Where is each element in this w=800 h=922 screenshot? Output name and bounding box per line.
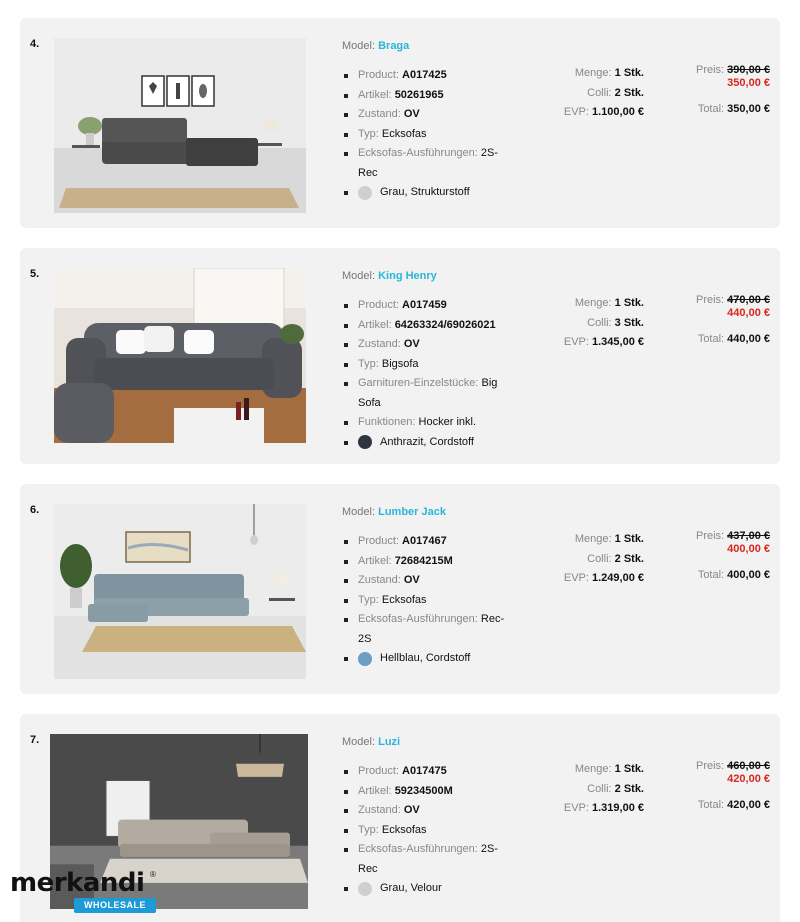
total-value: 350,00 € bbox=[727, 103, 770, 115]
menge-value: 1 Stk. bbox=[614, 533, 644, 545]
price-block bbox=[696, 760, 770, 812]
artikel-label: Artikel: bbox=[358, 88, 392, 101]
artikel-label: Artikel: bbox=[358, 318, 392, 331]
new-price: 420,00 € bbox=[727, 773, 770, 785]
detail-zustand bbox=[344, 801, 514, 821]
total-label: Total: bbox=[697, 569, 725, 581]
artikel-value: 59234500M bbox=[394, 784, 453, 797]
detail-product bbox=[344, 532, 514, 552]
product-label: Product: bbox=[358, 765, 399, 777]
quantity-block bbox=[564, 294, 644, 353]
garnituren-value: Big bbox=[481, 377, 498, 389]
colli-label: Colli: bbox=[587, 86, 612, 99]
total-value: 400,00 € bbox=[727, 569, 770, 581]
evp-label: EVP: bbox=[563, 106, 589, 118]
item-number: 6. bbox=[30, 504, 40, 516]
logo-wholesale-tag: WHOLESALE bbox=[74, 898, 156, 913]
ausfuehrung-value: 2S- bbox=[480, 843, 499, 855]
evp-value: 1.100,00 € bbox=[592, 106, 644, 118]
funktionen-label: Funktionen: bbox=[358, 416, 416, 428]
menge-label: Menge: bbox=[574, 763, 612, 775]
colli-label: Colli: bbox=[587, 552, 612, 565]
model-label: Model: bbox=[342, 736, 376, 748]
preis-label: Preis: bbox=[695, 760, 725, 772]
color-value: Anthrazit, Cordstoff bbox=[380, 435, 474, 448]
detail-color bbox=[344, 433, 524, 453]
ausfuehrung-label: Ecksofas-Ausführungen: bbox=[358, 613, 478, 625]
zustand-label: Zustand: bbox=[358, 804, 401, 816]
detail-ausfuehrung bbox=[344, 144, 514, 183]
evp-label: EVP: bbox=[563, 572, 589, 584]
ausfuehrung-value: Rec- bbox=[480, 613, 505, 625]
zustand-label: Zustand: bbox=[358, 108, 401, 120]
model-label: Model: bbox=[342, 270, 376, 282]
zustand-value: OV bbox=[403, 338, 420, 350]
old-price: 470,00 € bbox=[727, 294, 770, 306]
new-price: 400,00 € bbox=[727, 543, 770, 555]
model-name[interactable]: Luzi bbox=[378, 736, 401, 748]
evp-label: EVP: bbox=[563, 802, 589, 814]
preis-label: Preis: bbox=[695, 64, 725, 76]
colli-value: 2 Stk. bbox=[614, 552, 644, 565]
garnituren-label: Garnituren-Einzelstücke: bbox=[358, 377, 479, 389]
price-block bbox=[696, 64, 770, 116]
color-swatch bbox=[358, 435, 372, 449]
old-price: 460,00 € bbox=[727, 760, 770, 772]
detail-ausfuehrung bbox=[344, 840, 514, 879]
menge-value: 1 Stk. bbox=[614, 297, 644, 309]
evp-value: 1.319,00 € bbox=[592, 802, 644, 814]
artikel-label: Artikel: bbox=[358, 554, 392, 567]
typ-value: Bigsofa bbox=[381, 357, 419, 370]
ausfuehrung-label: Ecksofas-Ausführungen: bbox=[358, 843, 478, 855]
item-number: 4. bbox=[30, 38, 40, 50]
zustand-value: OV bbox=[403, 804, 420, 816]
color-value: Grau, Velour bbox=[380, 882, 442, 894]
ausfuehrung-value: 2S- bbox=[480, 147, 499, 159]
ausfuehrung-label: Ecksofas-Ausführungen: bbox=[358, 147, 478, 159]
total-label: Total: bbox=[697, 103, 725, 115]
menge-label: Menge: bbox=[574, 533, 612, 545]
product-value: A017475 bbox=[402, 765, 447, 777]
artikel-value: 50261965 bbox=[394, 88, 444, 101]
color-swatch bbox=[358, 186, 372, 200]
detail-list bbox=[344, 762, 514, 899]
artikel-value: 64263324/69026021 bbox=[394, 318, 496, 331]
total-value: 440,00 € bbox=[727, 333, 770, 345]
ausfuehrung-value-cont: 2S bbox=[358, 632, 372, 645]
typ-label: Typ: bbox=[358, 593, 379, 606]
typ-label: Typ: bbox=[358, 127, 379, 140]
product-card bbox=[20, 248, 780, 464]
evp-value: 1.249,00 € bbox=[592, 572, 644, 584]
menge-label: Menge: bbox=[574, 297, 612, 309]
detail-color bbox=[344, 649, 514, 669]
detail-zustand bbox=[344, 571, 514, 591]
model-name[interactable]: Lumber Jack bbox=[378, 506, 446, 518]
product-value: A017459 bbox=[402, 299, 447, 311]
merkandi-logo bbox=[10, 866, 160, 916]
detail-color bbox=[344, 183, 514, 203]
product-photo[interactable] bbox=[54, 504, 306, 679]
colli-value: 2 Stk. bbox=[614, 86, 644, 99]
detail-typ bbox=[344, 591, 514, 611]
detail-typ bbox=[344, 125, 514, 145]
color-value: Grau, Strukturstoff bbox=[380, 186, 470, 198]
model-line bbox=[342, 506, 446, 518]
logo-registered-mark: ® bbox=[150, 870, 156, 879]
detail-zustand bbox=[344, 105, 514, 125]
total-value: 420,00 € bbox=[727, 799, 770, 811]
garnituren-value-cont: Sofa bbox=[358, 396, 381, 409]
product-photo[interactable] bbox=[54, 268, 306, 443]
detail-artikel bbox=[344, 316, 524, 336]
model-line bbox=[342, 40, 409, 52]
artikel-value: 72684215M bbox=[394, 554, 453, 567]
new-price: 440,00 € bbox=[727, 307, 770, 319]
typ-value: Ecksofas bbox=[381, 127, 427, 140]
detail-funktionen bbox=[344, 413, 524, 433]
logo-wordmark: merkandi bbox=[10, 868, 145, 898]
detail-product bbox=[344, 762, 514, 782]
old-price: 437,00 € bbox=[727, 530, 770, 542]
product-label: Product: bbox=[358, 535, 399, 547]
product-value: A017425 bbox=[402, 69, 447, 81]
price-block bbox=[696, 294, 770, 346]
detail-color bbox=[344, 879, 514, 899]
quantity-block bbox=[564, 64, 644, 123]
detail-ausfuehrung bbox=[344, 610, 514, 649]
detail-product bbox=[344, 66, 514, 86]
model-name[interactable]: Braga bbox=[378, 40, 410, 52]
product-value: A017467 bbox=[402, 535, 447, 547]
menge-value: 1 Stk. bbox=[614, 67, 644, 79]
quantity-block bbox=[564, 760, 644, 819]
typ-value: Ecksofas bbox=[381, 823, 427, 836]
zustand-label: Zustand: bbox=[358, 574, 401, 586]
color-value: Hellblau, Cordstoff bbox=[380, 652, 471, 664]
evp-value: 1.345,00 € bbox=[592, 336, 644, 348]
detail-artikel bbox=[344, 782, 514, 802]
detail-product bbox=[344, 296, 524, 316]
new-price: 350,00 € bbox=[727, 77, 770, 89]
zustand-value: OV bbox=[403, 108, 420, 120]
ausfuehrung-value-cont: Rec bbox=[358, 166, 378, 179]
model-name[interactable]: King Henry bbox=[378, 270, 437, 282]
quantity-block bbox=[564, 530, 644, 589]
color-swatch bbox=[358, 652, 372, 666]
colli-value: 2 Stk. bbox=[614, 782, 644, 795]
detail-list bbox=[344, 296, 524, 452]
model-line bbox=[342, 736, 400, 748]
product-card bbox=[20, 484, 780, 694]
detail-list bbox=[344, 532, 514, 669]
detail-list bbox=[344, 66, 514, 203]
zustand-label: Zustand: bbox=[358, 338, 401, 350]
detail-typ bbox=[344, 355, 524, 375]
preis-label: Preis: bbox=[695, 294, 725, 306]
detail-garnituren bbox=[344, 374, 524, 413]
funktionen-value: Hocker inkl. bbox=[418, 416, 477, 428]
artikel-label: Artikel: bbox=[358, 784, 392, 797]
color-swatch bbox=[358, 882, 372, 896]
model-label: Model: bbox=[342, 506, 376, 518]
product-label: Product: bbox=[358, 69, 399, 81]
ausfuehrung-value-cont: Rec bbox=[358, 862, 378, 875]
detail-artikel bbox=[344, 552, 514, 572]
model-label: Model: bbox=[342, 40, 376, 52]
preis-label: Preis: bbox=[695, 530, 725, 542]
evp-label: EVP: bbox=[563, 336, 589, 348]
zustand-value: OV bbox=[403, 574, 420, 586]
item-number: 5. bbox=[30, 268, 40, 280]
detail-artikel bbox=[344, 86, 514, 106]
model-line bbox=[342, 270, 437, 282]
colli-label: Colli: bbox=[587, 782, 612, 795]
typ-value: Ecksofas bbox=[381, 593, 427, 606]
menge-label: Menge: bbox=[574, 67, 612, 79]
total-label: Total: bbox=[697, 799, 725, 811]
product-photo[interactable] bbox=[54, 38, 306, 213]
product-label: Product: bbox=[358, 299, 399, 311]
menge-value: 1 Stk. bbox=[614, 763, 644, 775]
old-price: 390,00 € bbox=[727, 64, 770, 76]
product-card bbox=[20, 18, 780, 228]
colli-value: 3 Stk. bbox=[614, 316, 644, 329]
typ-label: Typ: bbox=[358, 357, 379, 370]
colli-label: Colli: bbox=[587, 316, 612, 329]
item-number: 7. bbox=[30, 734, 40, 746]
price-block bbox=[696, 530, 770, 582]
typ-label: Typ: bbox=[358, 823, 379, 836]
total-label: Total: bbox=[697, 333, 725, 345]
detail-zustand bbox=[344, 335, 524, 355]
detail-typ bbox=[344, 821, 514, 841]
